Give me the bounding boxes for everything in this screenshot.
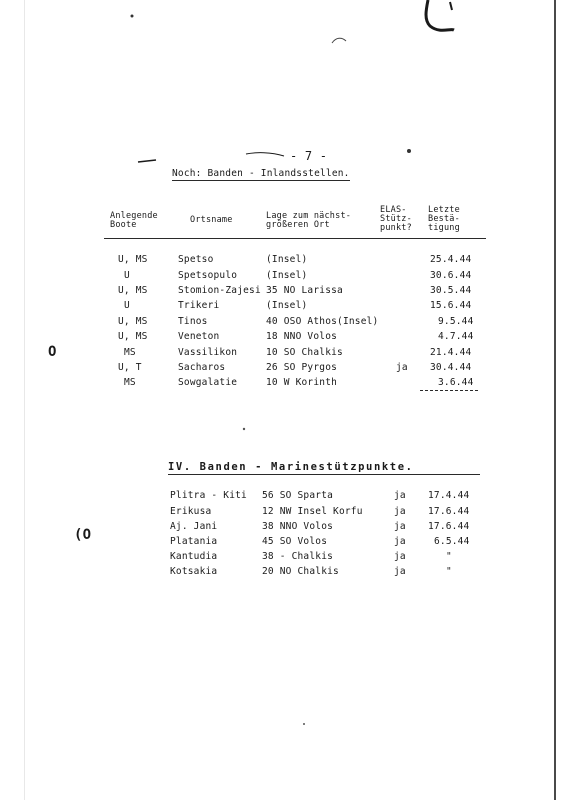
cell-location: 40 OSO Athos(Insel) xyxy=(266,316,379,327)
cell-elas: ja xyxy=(394,566,406,577)
cell-elas: ja xyxy=(394,551,406,562)
column-header-date: Letzte Bestä- tigung xyxy=(428,205,460,233)
section2-underline xyxy=(168,474,480,475)
cell-location: (Insel) xyxy=(266,300,308,311)
column-header-location: Lage zum nächst- größeren Ort xyxy=(266,211,352,230)
cell-date: 30.6.44 xyxy=(430,270,472,281)
cell-date: 30.5.44 xyxy=(430,285,472,296)
cell-place: Spetsopulo xyxy=(178,270,238,281)
cell-date: " xyxy=(446,566,452,577)
cell-location: 45 SO Volos xyxy=(262,536,328,547)
cell-location: 56 SO Sparta xyxy=(262,490,334,501)
cell-date: 21.4.44 xyxy=(430,347,472,358)
ink-speck-icon xyxy=(330,35,350,47)
cell-location: (Insel) xyxy=(266,254,308,265)
ink-dot-icon xyxy=(404,146,414,156)
ink-dot-icon xyxy=(300,720,308,728)
cell-location: 10 SO Chalkis xyxy=(266,347,343,358)
cell-place: Veneton xyxy=(178,331,220,342)
column-header-elas: ELAS- Stütz- punkt? xyxy=(380,205,412,233)
scan-edge-line xyxy=(554,0,556,800)
cell-place: Aj. Jani xyxy=(170,521,218,532)
cell-place: Kotsakia xyxy=(170,566,218,577)
cell-place: Erikusa xyxy=(170,506,212,517)
table-header-rule xyxy=(104,238,486,239)
cell-place: Sowgalatie xyxy=(178,377,238,388)
ink-dot-icon xyxy=(128,12,136,20)
cell-date: 9.5.44 xyxy=(438,316,474,327)
cell-date: 17.4.44 xyxy=(428,490,470,501)
cell-place: Platania xyxy=(170,536,218,547)
section-heading: Noch: Banden - Inlandsstellen. xyxy=(172,168,350,179)
section-heading-2: IV. Banden - Marinestützpunkte. xyxy=(168,461,414,473)
cell-boats: MS xyxy=(124,377,136,388)
cell-date: 4.7.44 xyxy=(438,331,474,342)
cell-place: Stomion-Zajesi xyxy=(178,285,261,296)
cell-place: Vassilikon xyxy=(178,347,238,358)
corner-scribble-icon xyxy=(410,0,470,50)
cell-boats: U, MS xyxy=(118,331,148,342)
cell-boats: U, T xyxy=(118,362,142,373)
pencil-stroke-icon xyxy=(136,148,286,168)
scan-left-line xyxy=(24,0,25,800)
cell-location: 38 NNO Volos xyxy=(262,521,334,532)
column-header-boats: Anlegende Boote xyxy=(110,211,158,230)
cell-date: 17.6.44 xyxy=(428,521,470,532)
cell-boats: MS xyxy=(124,347,136,358)
cell-boats: U xyxy=(124,270,130,281)
cell-location: 35 NO Larissa xyxy=(266,285,343,296)
cell-location: 12 NW Insel Korfu xyxy=(262,506,363,517)
cell-elas: ja xyxy=(396,362,408,373)
cell-date: 30.4.44 xyxy=(430,362,472,373)
cell-place: Trikeri xyxy=(178,300,220,311)
page-number: - 7 - xyxy=(290,149,328,163)
cell-place: Plitra - Kiti xyxy=(170,490,247,501)
cell-location: (Insel) xyxy=(266,270,308,281)
margin-punch-mark: (O xyxy=(74,527,92,543)
cell-boats: U, MS xyxy=(118,285,148,296)
cell-boats: U xyxy=(124,300,130,311)
cell-elas: ja xyxy=(394,521,406,532)
column-header-place: Ortsname xyxy=(190,215,233,225)
cell-date: " xyxy=(446,551,452,562)
cell-location: 38 - Chalkis xyxy=(262,551,334,562)
cell-boats: U, MS xyxy=(118,316,148,327)
cell-elas: ja xyxy=(394,506,406,517)
cell-date: 15.6.44 xyxy=(430,300,472,311)
cell-date: 6.5.44 xyxy=(434,536,470,547)
margin-punch-mark: O xyxy=(48,344,57,360)
cell-elas: ja xyxy=(394,490,406,501)
cell-date: 25.4.44 xyxy=(430,254,472,265)
cell-boats: U, MS xyxy=(118,254,148,265)
heading-underline xyxy=(172,180,350,181)
cell-date: 3.6.44 xyxy=(438,377,474,388)
cell-location: 18 NNO Volos xyxy=(266,331,338,342)
cell-place: Tinos xyxy=(178,316,208,327)
table1-date-underline xyxy=(420,390,478,391)
cell-location: 10 W Korinth xyxy=(266,377,338,388)
cell-place: Sacharos xyxy=(178,362,226,373)
cell-elas: ja xyxy=(394,536,406,547)
ink-dot-icon xyxy=(240,425,248,433)
cell-place: Kantudia xyxy=(170,551,218,562)
cell-location: 20 NO Chalkis xyxy=(262,566,339,577)
cell-place: Spetso xyxy=(178,254,214,265)
cell-date: 17.6.44 xyxy=(428,506,470,517)
cell-location: 26 SO Pyrgos xyxy=(266,362,338,373)
